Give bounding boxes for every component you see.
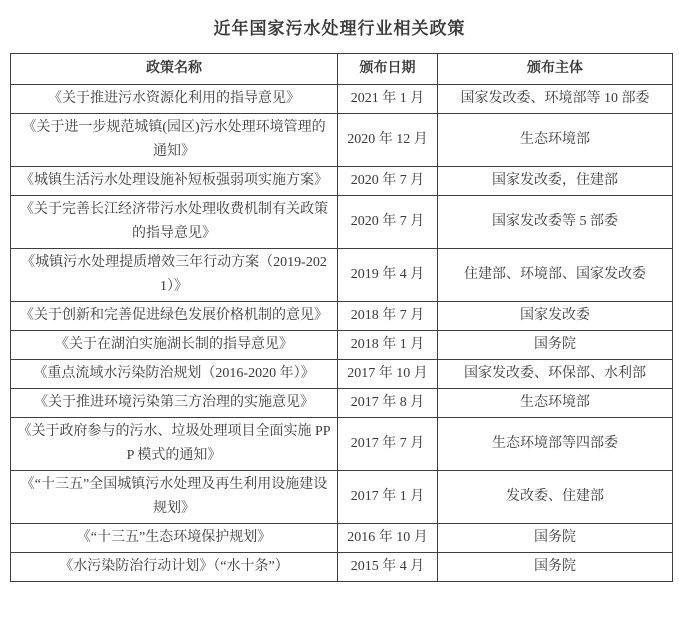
date-cell: 2021 年 1 月 — [338, 85, 438, 114]
date-cell: 2017 年 7 月 — [338, 418, 438, 471]
date-cell: 2017 年 1 月 — [338, 471, 438, 524]
policy-name-cell: 《关于推进环境污染第三方治理的实施意见》 — [11, 389, 338, 418]
policy-name-cell: 《“十三五”全国城镇污水处理及再生利用设施建设规划》 — [11, 471, 338, 524]
issuer-cell: 生态环境部等四部委 — [438, 418, 673, 471]
date-cell: 2020 年 12 月 — [338, 114, 438, 167]
table-row — [11, 85, 673, 114]
page-title: 近年国家污水处理行业相关政策 — [213, 19, 466, 38]
date-cell: 2020 年 7 月 — [338, 196, 438, 249]
policy-name-cell: 《水污染防治行动计划》（“水十条”） — [11, 553, 338, 582]
policy-name-cell: 《关于完善长江经济带污水处理收费机制有关政策的指导意见》 — [11, 196, 338, 249]
table-row — [11, 471, 673, 524]
table-row — [11, 167, 673, 196]
issuer-cell: 国务院 — [438, 331, 673, 360]
table-row — [11, 524, 673, 553]
policy-name-cell: 《“十三五”生态环境保护规划》 — [11, 524, 338, 553]
issuer-cell: 国家发改委、环境部等 10 部委 — [438, 85, 673, 114]
policy-name-cell: 《关于推进污水资源化利用的指导意见》 — [11, 85, 338, 114]
policy-name-cell: 《关于创新和完善促进绿色发展价格机制的意见》 — [11, 302, 338, 331]
date-cell: 2018 年 7 月 — [338, 302, 438, 331]
header-row — [11, 54, 673, 85]
policy-table — [10, 53, 673, 582]
policy-name-cell: 《城镇污水处理提质增效三年行动方案（2019-2021）》 — [11, 249, 338, 302]
table-row — [11, 249, 673, 302]
table-row — [11, 114, 673, 167]
date-cell: 2020 年 7 月 — [338, 167, 438, 196]
column-header-date: 颁布日期 — [338, 54, 438, 85]
table-row — [11, 302, 673, 331]
table-row — [11, 418, 673, 471]
date-cell: 2016 年 10 月 — [338, 524, 438, 553]
table-row — [11, 553, 673, 582]
table-row — [11, 196, 673, 249]
date-cell: 2017 年 10 月 — [338, 360, 438, 389]
issuer-cell: 国家发改委等 5 部委 — [438, 196, 673, 249]
issuer-cell: 国家发改委、环保部、水利部 — [438, 360, 673, 389]
issuer-cell: 国务院 — [438, 553, 673, 582]
issuer-cell: 生态环境部 — [438, 389, 673, 418]
issuer-cell: 住建部、环境部、国家发改委 — [438, 249, 673, 302]
policy-name-cell: 《关于政府参与的污水、垃圾处理项目全面实施 PPP 模式的通知》 — [11, 418, 338, 471]
issuer-cell: 国务院 — [438, 524, 673, 553]
issuer-cell: 国家发改委 — [438, 302, 673, 331]
issuer-cell: 国家发改委，住建部 — [438, 167, 673, 196]
date-cell: 2015 年 4 月 — [338, 553, 438, 582]
issuer-cell: 生态环境部 — [438, 114, 673, 167]
table-row — [11, 389, 673, 418]
policy-name-cell: 《重点流域水污染防治规划（2016-2020 年）》 — [11, 360, 338, 389]
table-body — [11, 85, 673, 582]
date-cell: 2019 年 4 月 — [338, 249, 438, 302]
policy-name-cell: 《关于进一步规范城镇(园区)污水处理环境管理的通知》 — [11, 114, 338, 167]
policy-name-cell: 《城镇生活污水处理设施补短板强弱项实施方案》 — [11, 167, 338, 196]
column-header-issuer: 颁布主体 — [438, 54, 673, 85]
column-header-policy-name: 政策名称 — [11, 54, 338, 85]
table-row — [11, 360, 673, 389]
issuer-cell: 发改委、住建部 — [438, 471, 673, 524]
date-cell: 2017 年 8 月 — [338, 389, 438, 418]
table-row — [11, 331, 673, 360]
policy-name-cell: 《关于在湖泊实施湖长制的指导意见》 — [11, 331, 338, 360]
date-cell: 2018 年 1 月 — [338, 331, 438, 360]
